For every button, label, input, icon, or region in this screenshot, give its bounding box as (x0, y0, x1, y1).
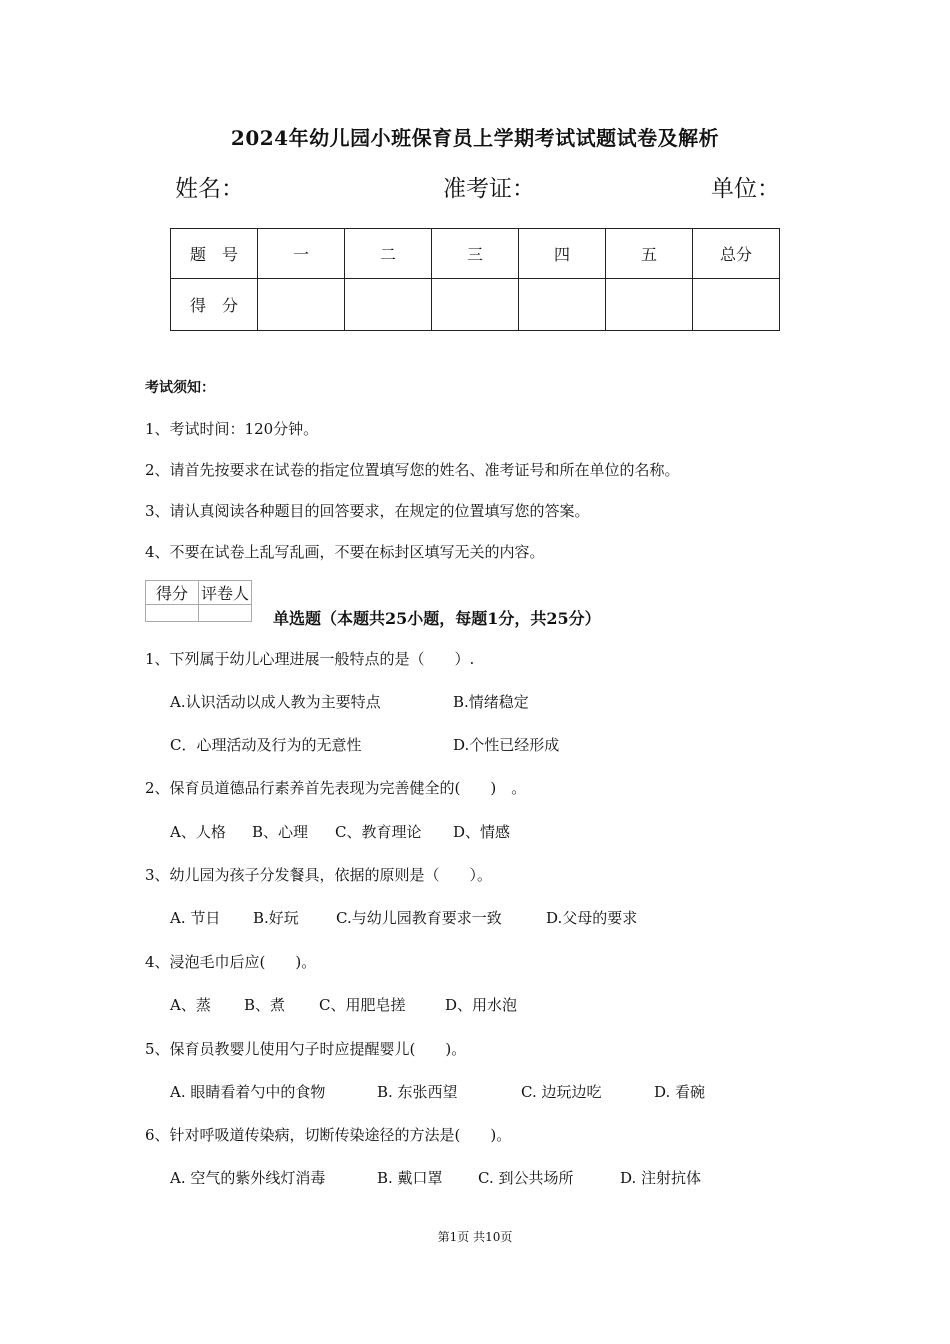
question-option: B、心理 (252, 823, 309, 841)
grader-box (145, 580, 252, 622)
question-option: D、情感 (453, 823, 511, 841)
question-option: C、用肥皂搓 (319, 996, 406, 1014)
section-title: 单选题（本题共25小题，每题1分，共25分） (273, 609, 601, 628)
question-option: C. 到公共场所 (478, 1169, 574, 1187)
score-entry-cell (258, 279, 345, 331)
score-table-cell: 题 号 (171, 229, 258, 279)
grader-name-cell (199, 605, 252, 622)
score-table-header-row (171, 229, 780, 279)
grader-name-label: 评卷人 (199, 581, 252, 605)
notice-item: 3、请认真阅读各种题目的回答要求，在规定的位置填写您的答案。 (145, 502, 590, 520)
question-option: D、用水泡 (445, 996, 518, 1014)
exam-id-label: 准考证： (443, 176, 535, 202)
question-option: A、蒸 (170, 996, 211, 1014)
question-option: A. 节日 (170, 909, 221, 927)
question-option: A. 空气的紫外线灯消毒 (170, 1169, 326, 1187)
score-table-cell: 三 (432, 229, 519, 279)
question-option: A. 眼睛看着勺中的食物 (170, 1083, 326, 1101)
score-table-cell: 得 分 (171, 279, 258, 331)
question-option: D.父母的要求 (546, 909, 638, 927)
name-label: 姓名： (175, 176, 244, 202)
question-option: C.与幼儿园教育要求一致 (336, 909, 502, 927)
question-stem: 3、幼儿园为孩子分发餐具，依据的原则是（ ）。 (145, 866, 493, 884)
question-option: D. 看碗 (654, 1083, 706, 1101)
score-entry-cell (432, 279, 519, 331)
notice-item: 2、请首先按要求在试卷的指定位置填写您的姓名、准考证号和所在单位的名称。 (145, 461, 680, 479)
page-footer: 第1页 共10页 (437, 1230, 513, 1244)
score-table-cell: 五 (606, 229, 693, 279)
score-table (170, 228, 780, 331)
question-option: A.认识活动以成人教为主要特点 (170, 693, 381, 711)
score-entry-cell (606, 279, 693, 331)
question-option: C．心理活动及行为的无意性 (170, 736, 362, 754)
score-entry-cell (345, 279, 432, 331)
score-entry-cell (519, 279, 606, 331)
notice-item: 4、不要在试卷上乱写乱画，不要在标封区填写无关的内容。 (145, 543, 545, 561)
score-table-cell: 四 (519, 229, 606, 279)
question-option: B. 东张西望 (377, 1083, 458, 1101)
question-option: B.好玩 (253, 909, 299, 927)
question-option: B.情绪稳定 (453, 693, 529, 711)
question-stem: 5、保育员教婴儿使用勺子时应提醒婴儿( )。 (145, 1040, 467, 1058)
score-table-cell: 一 (258, 229, 345, 279)
unit-label: 单位： (711, 176, 780, 202)
question-stem: 1、下列属于幼儿心理进展一般特点的是（ ）. (145, 650, 475, 668)
score-table-score-row (171, 279, 780, 331)
question-stem: 4、浸泡毛巾后应( )。 (145, 953, 317, 971)
question-stem: 2、保育员道德品行素养首先表现为完善健全的( ) 。 (145, 779, 527, 797)
score-table-cell: 二 (345, 229, 432, 279)
question-stem: 6、针对呼吸道传染病，切断传染途径的方法是( )。 (145, 1126, 512, 1144)
question-option: A、人格 (170, 823, 226, 841)
grader-score-label: 得分 (146, 581, 199, 605)
question-option: C. 边玩边吃 (521, 1083, 602, 1101)
question-option: D. 注射抗体 (620, 1169, 702, 1187)
question-option: C、教育理论 (335, 823, 422, 841)
score-table-cell: 总分 (693, 229, 780, 279)
question-option: B. 戴口罩 (377, 1169, 443, 1187)
question-option: B、煮 (244, 996, 286, 1014)
notice-item: 1、考试时间：120分钟。 (145, 420, 319, 438)
notice-heading: 考试须知： (145, 380, 215, 396)
question-option: D.个性已经形成 (453, 736, 560, 754)
grader-score-cell (146, 605, 199, 622)
score-entry-cell (693, 279, 780, 331)
document-title: 2024年幼儿园小班保育员上学期考试试题试卷及解析 (230, 126, 720, 150)
